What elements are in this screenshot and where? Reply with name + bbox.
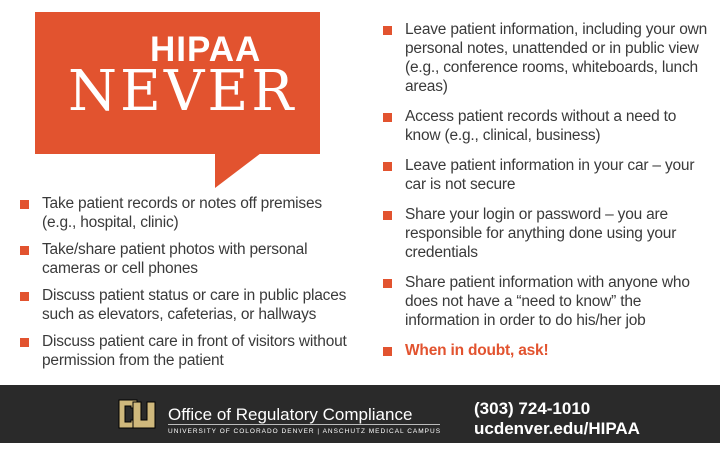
square-bullet-icon [383,279,392,288]
phone-number: (303) 724-1010 [474,399,591,418]
square-bullet-icon [20,338,29,347]
square-bullet-icon [383,211,392,220]
list-item: Discuss patient care in front of visitors without permission from the patient [20,332,360,370]
square-bullet-icon [383,347,392,356]
footer-divider [168,424,440,425]
closing-item [383,341,713,360]
square-bullet-icon [383,113,392,122]
hipaa-url-link[interactable]: ucdenver.edu/HIPAA [474,419,640,438]
list-item: Share your login or password – you are responsible for anything done using your credentials [383,205,713,262]
speech-bubble-tail [215,150,265,188]
list-item: Take/share patient photos with personal cameras or cell phones [20,240,360,278]
footer-bottom-stripe [0,443,720,450]
never-heading: NEVER [68,59,297,124]
list-item: Leave patient information, including your own personal notes, unattended or in public view (e.g., conference rooms, whiteboards, lunch areas) [383,20,713,96]
campus-name: UNIVERSITY OF COLORADO DENVER | ANSCHUTZ MEDICAL CAMPUS [168,428,442,435]
square-bullet-icon [20,292,29,301]
list-item: Discuss patient status or care in public places such as elevators, cafeterias, or hallways [20,286,360,324]
list-item: Share patient information with anyone who does not have a “need to know” the information in order to do his/her job [383,273,713,330]
office-name: Office of Regulatory Compliance [168,405,413,424]
list-item: Take patient records or notes off premises (e.g., hospital, clinic) [20,194,360,232]
hipaa-heading: HIPAA [150,30,262,69]
list-item: Access patient records without a need to know (e.g., clinical, business) [383,107,713,145]
square-bullet-icon [383,26,392,35]
right-never-list [383,20,713,360]
square-bullet-icon [20,246,29,255]
closing-text: When in doubt, ask! [405,342,549,359]
cu-logo-icon [115,394,157,436]
left-never-list [20,194,360,370]
square-bullet-icon [20,200,29,209]
list-item: Leave patient information in your car – your car is not secure [383,156,713,194]
square-bullet-icon [383,162,392,171]
